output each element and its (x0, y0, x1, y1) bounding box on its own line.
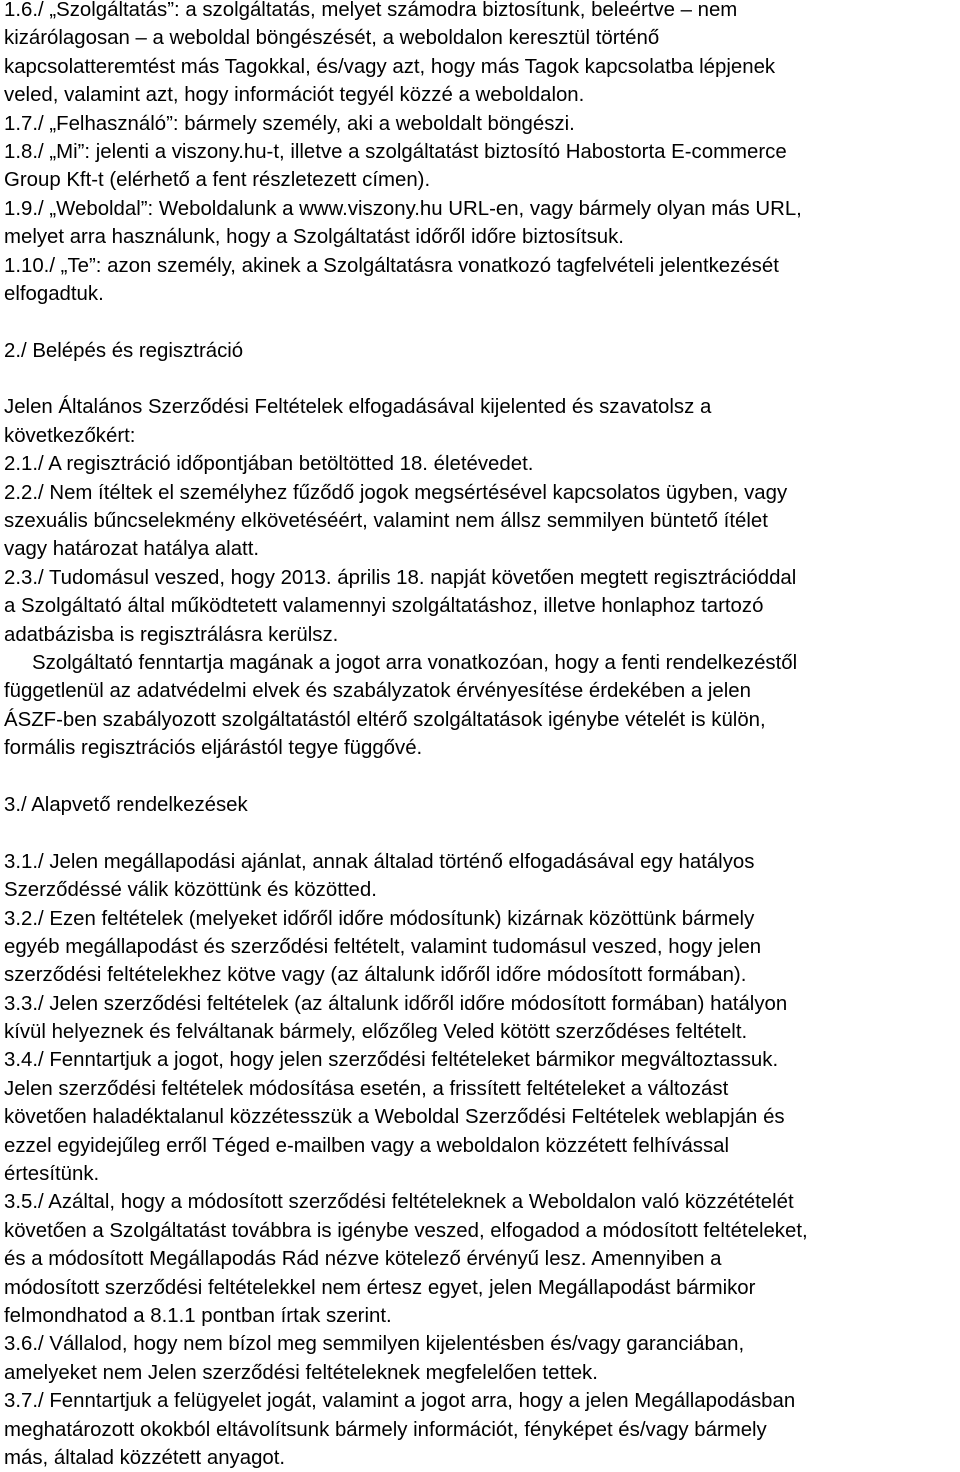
blank-line (4, 308, 956, 336)
clause-3-4-line-2: Jelen szerződési feltételek módosítása esetén, a frissített feltételeket a változást (4, 1077, 729, 1100)
clause-2-3-line-1: 2.3./ Tudomásul veszed, hogy 2013. április 18. napját követően megtett regisztrációddal (4, 566, 797, 589)
definition-1-10-line-1: 1.10./ „Te”: azon személy, akinek a Szolgáltatásra vonatkozó tagfelvételi jelentkezését (4, 254, 779, 277)
clause-3-7-line-3: más, általad közzétett anyagot. (4, 1446, 286, 1469)
clause-3-3-line-2: kívül helyeznek és felváltanak bármely, előzőleg Veled kötött szerződéses feltételt. (4, 1021, 748, 1044)
definition-1-6-line-3: kapcsolatteremtést más Tagokkal, és/vagy azt, hogy más Tagok kapcsolatba lépjenek (4, 55, 776, 78)
section-2-intro-line-2: következőkért: (4, 424, 136, 447)
definition-1-6-line-4: veled, valamint azt, hogy információt tegyél közzé a weboldalon. (4, 84, 585, 107)
clause-3-5-line-5: felmondhatod a 8.1.1 pontban írtak szerint. (4, 1304, 392, 1327)
provider-paragraph-line-4: formális regisztrációs eljárástól tegye függővé. (4, 737, 423, 760)
definition-1-8-line-2: Group Kft-t (elérhető a fent részletezett címen). (4, 169, 431, 192)
section-3-heading: 3./ Alapvető rendelkezések (4, 793, 248, 816)
clause-3-1-line-2: Szerződéssé válik közöttünk és közötted. (4, 879, 377, 902)
blank-line (4, 763, 956, 791)
clause-3-4-line-3: követően haladéktalanul közzétesszük a Weboldal Szerződési Feltételek weblapján és (4, 1106, 785, 1129)
clause-3-2-line-1: 3.2./ Ezen feltételek (melyeket időről időre módosítunk) kizárnak közöttünk bármely (4, 907, 755, 930)
clause-3-5-line-1: 3.5./ Azáltal, hogy a módosított szerződési feltételeknek a Weboldalon való közzétételét (4, 1191, 794, 1214)
section-2-intro-line-1: Jelen Általános Szerződési Feltételek elfogadásával kijelented és szavatolsz a (4, 396, 712, 419)
clause-3-2-line-3: szerződési feltételekhez kötve vagy (az általunk időről időre módosított formában). (4, 964, 747, 987)
clause-3-2-line-2: egyéb megállapodást és szerződési feltételt, valamint tudomásul veszed, hogy jelen (4, 935, 762, 958)
definition-1-9-line-1: 1.9./ „Weboldal”: Weboldalunk a www.viszony.hu URL-en, vagy bármely olyan más URL, (4, 197, 802, 220)
clause-2-2-line-1: 2.2./ Nem ítéltek el személyhez fűződő jogok megsértésével kapcsolatos ügyben, vagy (4, 481, 788, 504)
clause-2-2-line-2: szexuális bűncselekmény elkövetéséért, valamint nem állsz semmilyen büntető ítélet (4, 510, 768, 533)
blank-line (4, 819, 956, 847)
definition-1-9-line-2: melyet arra használunk, hogy a Szolgáltatást időről időre biztosítsuk. (4, 226, 624, 249)
section-2-heading: 2./ Belépés és regisztráció (4, 339, 244, 362)
clause-3-4-line-4: ezzel egyidejűleg erről Téged e-mailben vagy a weboldalon közzétett felhívással (4, 1134, 730, 1157)
clause-3-5-line-3: és a módosított Megállapodás Rád nézve kötelező érvényű lesz. Amennyiben a (4, 1248, 722, 1271)
clause-2-2-line-3: vagy határozat hatálya alatt. (4, 538, 260, 561)
clause-3-4-line-5: értesítünk. (4, 1163, 100, 1186)
provider-paragraph-line-1: Szolgáltató fenntartja magának a jogot arra vonatkozóan, hogy a fenti rendelkezéstől (32, 651, 798, 674)
definition-1-7-line: 1.7./ „Felhasználó”: bármely személy, aki a weboldalt böngészi. (4, 112, 575, 135)
blank-line (4, 365, 956, 393)
clause-3-1-line-1: 3.1./ Jelen megállapodási ajánlat, annak általad történő elfogadásával egy hatályos (4, 850, 755, 873)
clause-3-3-line-1: 3.3./ Jelen szerződési feltételek (az általunk időről időre módosított formában) hatályon (4, 992, 788, 1015)
definition-1-10-line-2: elfogadtuk. (4, 282, 104, 305)
definition-1-8-line-1: 1.8./ „Mi”: jelenti a viszony.hu-t, illetve a szolgáltatást biztosító Habostorta E-commerce (4, 140, 787, 163)
clause-2-3-line-2: a Szolgáltató által működtetett valamennyi szolgáltatáshoz, illetve honlaphoz tartozó (4, 595, 764, 618)
clause-3-6-line-2: amelyeket nem Jelen szerződési feltételeknek megfelelően tettek. (4, 1361, 598, 1384)
provider-paragraph-line-3: ÁSZF-ben szabályozott szolgáltatástól eltérő szolgáltatások igénybe vételét is külön, (4, 708, 766, 731)
clause-3-5-line-4: módosított szerződési feltételekkel nem értesz egyet, jelen Megállapodást bármikor (4, 1276, 756, 1299)
document-page (4, 0, 956, 1472)
clause-3-4-line-1: 3.4./ Fenntartjuk a jogot, hogy jelen szerződési feltételeket bármikor megváltoztassuk. (4, 1049, 779, 1072)
clause-3-6-line-1: 3.6./ Vállalod, hogy nem bízol meg semmilyen kijelentésben és/vagy garanciában, (4, 1333, 745, 1356)
clause-2-1-line: 2.1./ A regisztráció időpontjában betöltötted 18. életévedet. (4, 453, 534, 476)
definition-1-6-line-1: 1.6./ „Szolgáltatás”: a szolgáltatás, melyet számodra biztosítunk, beleértve – nem (4, 0, 738, 21)
provider-paragraph-line-2: függetlenül az adatvédelmi elvek és szabályzatok érvényesítése érdekében a jelen (4, 680, 751, 703)
clause-3-5-line-2: követően a Szolgáltatást továbbra is igénybe veszed, elfogadod a módosított feltételeket, (4, 1219, 808, 1242)
definition-1-6-line-2: kizárólagosan – a weboldal böngészését, a weboldalon keresztül történő (4, 27, 660, 50)
clause-3-7-line-1: 3.7./ Fenntartjuk a felügyelet jogát, valamint a jogot arra, hogy a jelen Megállapodásban (4, 1390, 796, 1413)
clause-3-7-line-2: meghatározott okokból eltávolítsunk bármely információt, fényképet és/vagy bármely (4, 1418, 767, 1441)
clause-2-3-line-3: adatbázisba is regisztrálásra kerülsz. (4, 623, 339, 646)
